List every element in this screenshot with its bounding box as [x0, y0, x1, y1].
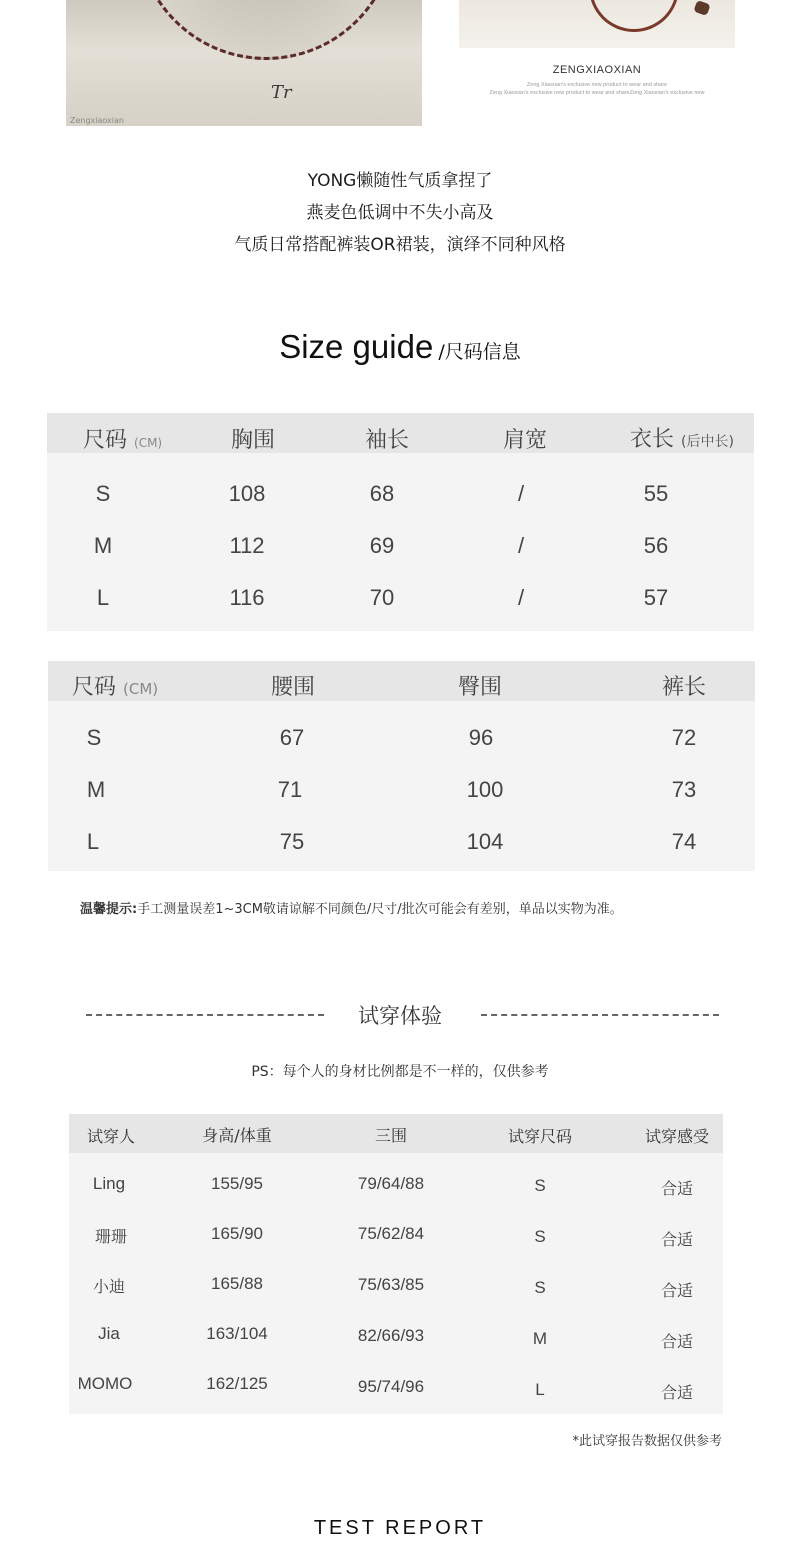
measurement-tip: [80, 898, 623, 917]
table-cell: 合适: [660, 1383, 694, 1402]
table-cell: 79/64/88: [357, 1174, 425, 1193]
table-cell: 合适: [660, 1230, 694, 1249]
table-cell: 72: [671, 725, 697, 750]
table-cell: 70: [369, 585, 395, 610]
table-cell: S: [534, 1278, 546, 1297]
top-size-table: [47, 413, 754, 631]
table-cell: Ling: [92, 1174, 126, 1193]
stitch-curve-graphic: [589, 0, 679, 32]
table-cell: 100: [466, 777, 504, 802]
table-cell: L: [96, 585, 110, 610]
table-cell: /: [517, 481, 525, 506]
table-cell: 116: [229, 585, 265, 610]
size-guide-title: Size guide: [279, 328, 434, 365]
table-cell: 82/66/93: [357, 1326, 425, 1345]
header-measurements: 三围: [374, 1126, 408, 1145]
header-pants-length: 裤长: [661, 675, 707, 700]
header-size: 尺码 (CM): [83, 428, 163, 453]
tryon-footnote: *此试穿报告数据仅供参考: [572, 1434, 722, 1449]
tip-text: 手工测量误差1~3CM敬请谅解不同颜色/尺寸/批次可能会有差别，单品以实物为准。: [137, 902, 623, 917]
photo-text-mark: Tr: [271, 82, 292, 103]
table-cell: 71: [277, 777, 303, 802]
table-cell: Jia: [98, 1324, 120, 1343]
table-cell: 55: [643, 481, 669, 506]
table-cell: 74: [671, 829, 697, 854]
header-length: 衣长 (后中长): [630, 427, 734, 452]
header-height-weight: 身高/体重: [202, 1126, 272, 1145]
header-unit: (CM): [134, 436, 163, 450]
table-cell: L: [535, 1380, 545, 1399]
header-chest: 胸围: [230, 428, 276, 453]
table-cell: 合适: [660, 1281, 694, 1300]
table-cell: 96: [468, 725, 494, 750]
intro-line-1: YONG懒随性气质拿捏了: [307, 171, 493, 191]
header-hip: 臀围: [457, 675, 503, 700]
embroidery-mark-graphic: [693, 0, 710, 16]
table-cell: 67: [279, 725, 305, 750]
table-cell: 95/74/96: [357, 1377, 425, 1396]
table-cell: 75/63/85: [357, 1275, 425, 1294]
table-cell: 73: [671, 777, 697, 802]
brand-name: ZENGXIAOXIAN: [552, 64, 642, 76]
bottom-size-table: [48, 661, 755, 871]
table-cell: M: [93, 533, 113, 558]
table-cell: 小迪: [92, 1277, 126, 1296]
table-cell: 69: [369, 533, 395, 558]
sweater-collar-graphic: [136, 0, 396, 60]
table-cell: 合适: [660, 1332, 694, 1351]
table-cell: 162/125: [206, 1374, 268, 1393]
header-tester: 试穿人: [86, 1127, 136, 1146]
header-length-note: (后中长): [681, 434, 734, 450]
table-cell: S: [534, 1227, 546, 1246]
brand-tagline: Zeng Xiaoxian's exclusive new product to wear and share: [526, 82, 668, 88]
header-waist: 腰围: [270, 675, 316, 700]
header-shoulder: 肩宽: [502, 428, 548, 453]
header-tryon-feel: 试穿感受: [644, 1127, 710, 1146]
table-cell: 56: [643, 533, 669, 558]
header-tryon-size: 试穿尺码: [507, 1127, 573, 1146]
brand-tagline-2: Zeng Xiaoxian's exclusive new product to wear and shareZeng Xiaoxian's exclusive new: [489, 90, 705, 96]
tip-label: 温馨提示:: [80, 902, 138, 917]
table-cell: 108: [228, 481, 266, 506]
table-cell: 合适: [660, 1179, 694, 1198]
photo-watermark: Zengxiaoxian: [70, 116, 124, 125]
table-cell: /: [517, 533, 525, 558]
intro-line-3: 气质日常搭配裤装OR裙装，演绎不同种风格: [234, 235, 566, 255]
test-report-heading: TEST REPORT: [313, 1517, 487, 1539]
table-cell: MOMO: [77, 1374, 133, 1393]
table-cell: 68: [369, 481, 395, 506]
table-cell: 112: [229, 533, 265, 558]
intro-line-2: 燕麦色低调中不失小高及: [306, 203, 494, 223]
table-cell: S: [86, 725, 102, 750]
table-cell: M: [86, 777, 106, 802]
tryon-table: [69, 1114, 723, 1414]
header-sleeve: 袖长: [364, 428, 410, 453]
table-cell: 75: [279, 829, 305, 854]
table-cell: 163/104: [206, 1324, 268, 1343]
table-cell: 104: [466, 829, 504, 854]
table-cell: S: [534, 1176, 546, 1195]
table-cell: M: [532, 1329, 548, 1348]
table-cell: /: [517, 585, 525, 610]
header-unit: (CM): [123, 680, 159, 698]
table-cell: 165/90: [211, 1224, 263, 1243]
table-cell: S: [95, 481, 111, 506]
tryon-ps-note: PS：每个人的身材比例都是不一样的，仅供参考: [251, 1064, 549, 1080]
table-cell: 57: [643, 585, 669, 610]
product-photo-right: [459, 0, 735, 48]
table-cell: L: [86, 829, 100, 854]
table-cell: 珊珊: [94, 1227, 128, 1246]
size-guide-subtitle: /尺码信息: [438, 341, 521, 363]
tryon-title: 试穿体验: [358, 1004, 442, 1028]
table-cell: 165/88: [211, 1274, 263, 1293]
size-guide-heading: [0, 328, 800, 366]
table-cell: 155/95: [211, 1174, 263, 1193]
product-photo-left: [66, 0, 422, 126]
brand-block: [459, 64, 735, 96]
header-size: 尺码 (CM): [72, 675, 159, 700]
table-cell: 75/62/84: [357, 1224, 425, 1243]
